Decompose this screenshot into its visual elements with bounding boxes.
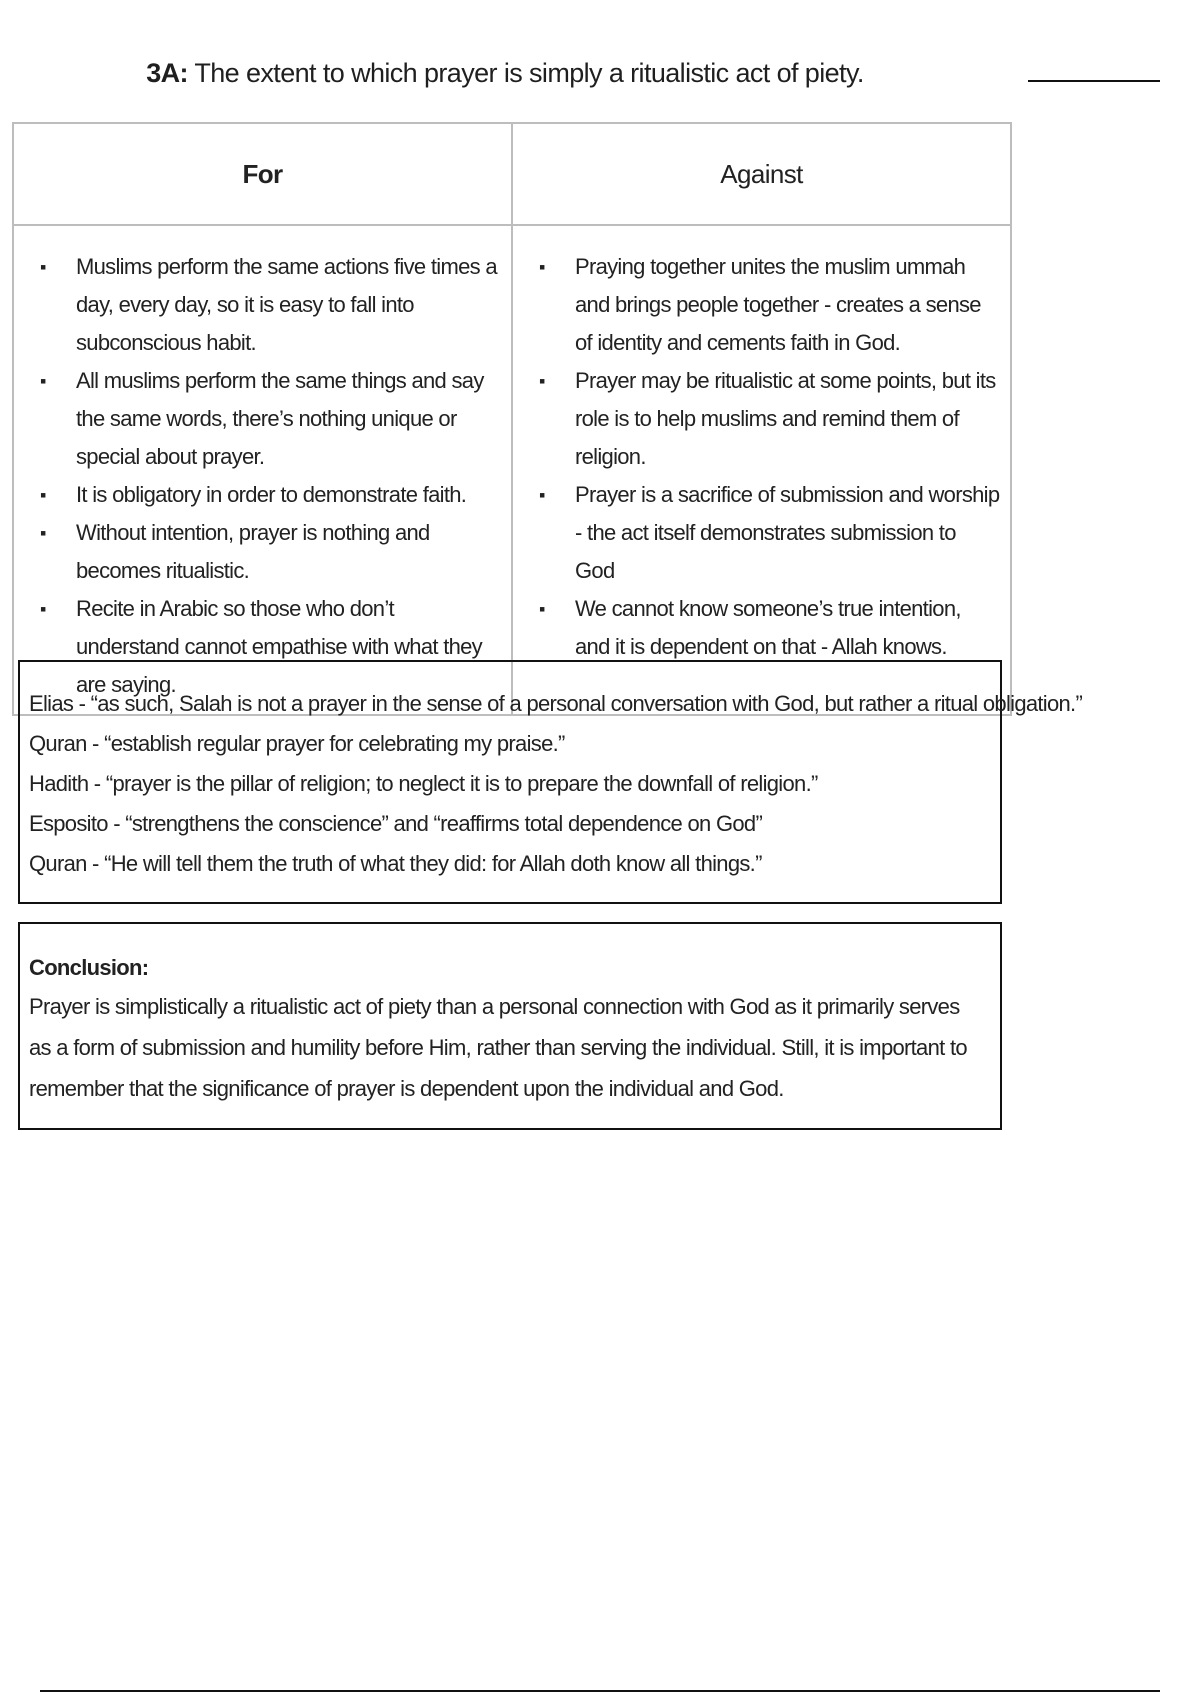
title-prefix: 3A:: [146, 58, 188, 88]
conclusion-heading: Conclusion:: [29, 955, 149, 980]
against-point-text: Prayer is a sacrifice of submission and worship - the act itself demonstrates submission to God: [575, 482, 1000, 583]
list-item: [539, 362, 1000, 476]
list-item: [40, 248, 501, 362]
top-rule: [1028, 80, 1160, 82]
for-column-header: For: [13, 123, 512, 225]
against-column-header: Against: [512, 123, 1011, 225]
bullet-icon: ▪: [40, 371, 46, 391]
bottom-rule: [40, 1690, 1160, 1692]
bullet-icon: ▪: [40, 257, 46, 277]
quotes-box: [18, 660, 1083, 904]
list-item: [539, 476, 1000, 590]
conclusion-body: Prayer is simplistically a ritualistic act of piety than a personal connection with God as it primarily serves as a form of submission and humility before Him, rather than serving the individual. Still, it is important to remember that the significance of prayer is dependent upon the individual and God.: [29, 994, 967, 1101]
bullet-icon: ▪: [40, 485, 46, 505]
for-against-table: [12, 122, 1012, 716]
against-points-list: [523, 248, 1000, 666]
bullet-icon: ▪: [539, 599, 545, 619]
list-item: [539, 590, 1000, 666]
for-point-text: Without intention, prayer is nothing and becomes ritualistic.: [76, 520, 430, 583]
list-item: [539, 248, 1000, 362]
for-points-list: [24, 248, 501, 704]
against-point-text: We cannot know someone’s true intention, and it is dependent on that - Allah knows.: [575, 596, 961, 659]
page-title: [0, 58, 1010, 89]
for-points-cell: [13, 225, 512, 715]
for-point-text: All muslims perform the same things and say the same words, there’s nothing unique or special about prayer.: [76, 368, 484, 469]
bullet-icon: ▪: [539, 485, 545, 505]
against-points-cell: [512, 225, 1011, 715]
table-header-row: [13, 123, 1011, 225]
list-item: [40, 514, 501, 590]
for-point-text: It is obligatory in order to demonstrate faith.: [76, 482, 467, 507]
against-point-text: Prayer may be ritualistic at some points, but its role is to help muslims and remind them of religion.: [575, 368, 996, 469]
bullet-icon: ▪: [539, 371, 545, 391]
quote-line: Esposito - “strengthens the conscience” and “reaffirms total dependence on God”: [29, 811, 763, 836]
for-point-text: Muslims perform the same actions five times a day, every day, so it is easy to fall into subconscious habit.: [76, 254, 497, 355]
against-point-text: Praying together unites the muslim ummah and brings people together - creates a sense of identity and cements faith in God.: [575, 254, 981, 355]
bullet-icon: ▪: [40, 523, 46, 543]
list-item: [40, 362, 501, 476]
quote-line: Quran - “establish regular prayer for celebrating my praise.”: [29, 731, 565, 756]
list-item: [40, 476, 501, 514]
bullet-icon: ▪: [40, 599, 46, 619]
quote-line: Hadith - “prayer is the pillar of religion; to neglect it is to prepare the downfall of religion.”: [29, 771, 818, 796]
quote-line: Elias - “as such, Salah is not a prayer in the sense of a personal conversation with God, but rather a ritual obligation.”: [29, 691, 1083, 716]
conclusion-box: [18, 922, 1002, 1130]
quote-line: Quran - “He will tell them the truth of what they did: for Allah doth know all things.”: [29, 851, 762, 876]
for-point-text: Recite in Arabic so those who don’t understand cannot empathise with what they are saying.: [76, 596, 482, 697]
title-text: The extent to which prayer is simply a ritualistic act of piety.: [187, 58, 864, 88]
table-body-row: [13, 225, 1011, 715]
bullet-icon: ▪: [539, 257, 545, 277]
